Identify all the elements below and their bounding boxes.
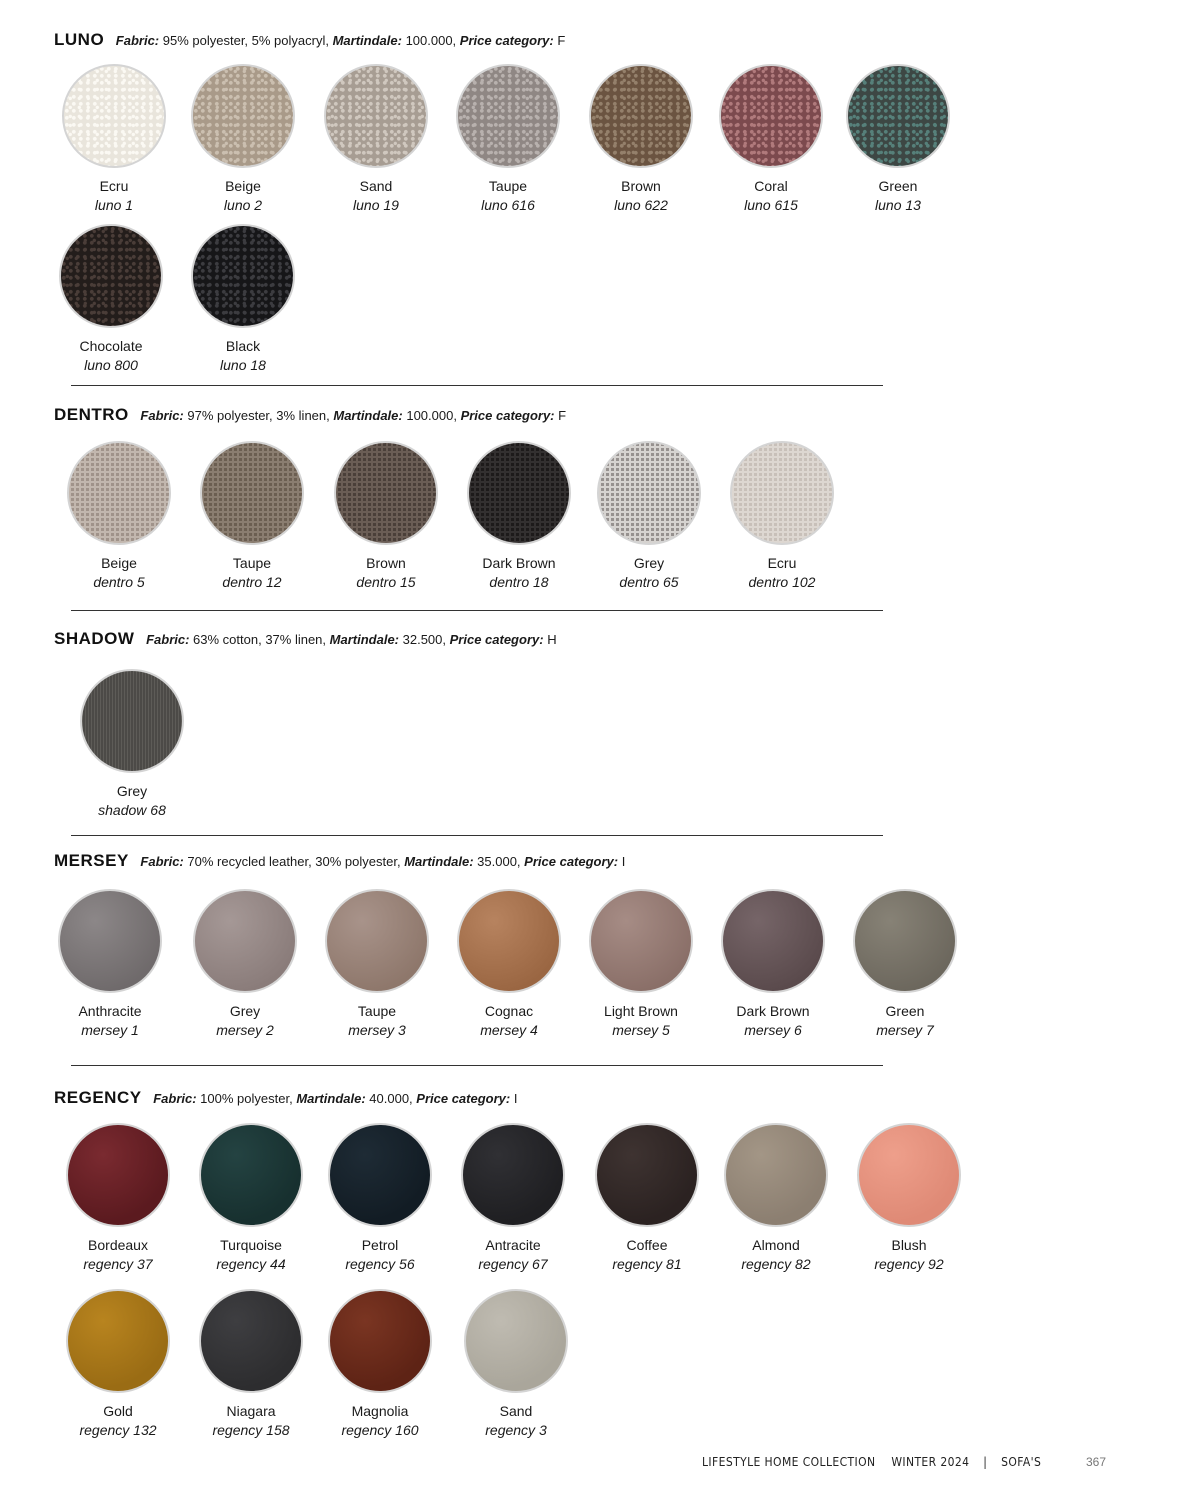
swatch-dentro-beige [52,441,186,592]
fabric-swatch-circle [719,64,823,168]
swatch-regency-magnolia [313,1289,447,1440]
swatch-name: Sand [359,178,393,194]
swatch-mersey-taupe [310,889,444,1040]
swatch-regency-turquoise [184,1123,318,1274]
swatch-code: regency 81 [612,1256,682,1272]
fabric-swatch-circle [191,64,295,168]
swatch-code: regency 3 [485,1422,547,1438]
swatch-name: Black [225,338,261,354]
martindale-value: 35.000, [477,854,521,869]
swatch-code: dentro 18 [489,574,549,590]
martindale-value: 40.000, [369,1091,413,1106]
swatch-code: luno 19 [353,197,399,213]
swatch-code: mersey 2 [216,1022,274,1038]
fabric-swatch-circle [595,1123,699,1227]
price-label: Price category: [459,33,554,48]
fabric-swatch-circle [66,1123,170,1227]
swatch-regency-almond [709,1123,843,1274]
swatch-code: regency 158 [212,1422,290,1438]
fabric-value: 100% polyester, [200,1091,293,1106]
swatch-luno-taupe [441,64,575,215]
swatch-dentro-taupe [185,441,319,592]
swatch-name: Taupe [488,178,528,194]
swatch-code: regency 56 [345,1256,415,1272]
swatch-code: luno 615 [744,197,798,213]
swatch-code: dentro 12 [222,574,282,590]
martindale-value: 100.000, [405,33,457,48]
swatch-name: Coffee [626,1237,668,1253]
fabric-swatch-circle [80,669,184,773]
fabric-swatch-circle [325,889,429,993]
martindale-label: Martindale: [333,408,403,423]
swatch-code: mersey 6 [744,1022,802,1038]
price-label: Price category: [524,854,619,869]
swatch-name: Bordeaux [88,1237,148,1253]
swatch-luno-beige [176,64,310,215]
fabric-swatch-circle [589,64,693,168]
fabric-value: 95% polyester, 5% polyacryl, [162,33,329,48]
swatch-code: regency 44 [216,1256,286,1272]
section-divider [71,385,883,386]
fabric-swatch-circle [461,1123,565,1227]
swatch-code: dentro 15 [356,574,416,590]
fabric-swatch-circle [724,1123,828,1227]
swatch-regency-bordeaux [51,1123,185,1274]
fabric-value: 97% polyester, 3% linen, [187,408,330,423]
page-footer [702,1455,1041,1469]
fabric-swatch-circle [66,1289,170,1393]
fabric-swatch-circle [597,441,701,545]
swatch-mersey-green [838,889,972,1040]
swatch-code: mersey 5 [612,1022,670,1038]
swatch-code: luno 18 [220,357,266,373]
swatch-regency-petrol [313,1123,447,1274]
swatch-luno-green [831,64,965,215]
swatch-code: luno 2 [223,197,263,213]
swatch-luno-coral [704,64,838,215]
swatch-name: Turquoise [220,1237,282,1253]
fabric-swatch-circle [59,224,163,328]
swatch-name: Chocolate [79,338,143,354]
fabric-label: Fabric: [115,33,160,48]
swatch-name: Light Brown [604,1003,678,1019]
swatch-dentro-ecru [715,441,849,592]
swatch-code: luno 616 [481,197,535,213]
swatch-name: Dark Brown [736,1003,810,1019]
swatch-code: regency 67 [478,1256,548,1272]
fabric-swatch-circle [589,889,693,993]
swatch-dentro-grey [582,441,716,592]
section-heading-regency [54,1088,517,1108]
fabric-value: 70% recycled leather, 30% polyester, [187,854,401,869]
fabric-label: Fabric: [153,1091,197,1106]
fabric-swatch-circle [191,224,295,328]
swatch-code: regency 37 [83,1256,153,1272]
swatch-code: luno 13 [875,197,921,213]
fabric-value: 63% cotton, 37% linen, [193,632,327,647]
swatch-name: Cognac [484,1003,534,1019]
swatch-shadow-grey [65,669,199,820]
footer-season: WINTER 2024 [891,1455,970,1469]
swatch-mersey-cognac [442,889,576,1040]
swatch-name: Blush [891,1237,927,1253]
swatch-name: Ecru [99,178,129,194]
swatch-code: luno 800 [84,357,138,373]
swatch-name: Antracite [485,1237,541,1253]
swatch-code: dentro 5 [93,574,145,590]
fabric-swatch-circle [846,64,950,168]
fabric-swatch-circle [721,889,825,993]
section-title: MERSEY [54,851,129,870]
footer-separator: | [983,1455,988,1469]
swatch-name: Grey [116,783,148,799]
swatch-code: regency 82 [741,1256,811,1272]
fabric-swatch-circle [730,441,834,545]
fabric-label: Fabric: [140,408,184,423]
swatch-code: mersey 3 [348,1022,406,1038]
swatch-name: Sand [499,1403,533,1419]
section-divider [71,610,883,611]
swatch-dentro-brown [319,441,453,592]
fabric-swatch-circle [334,441,438,545]
swatch-code: luno 622 [614,197,668,213]
fabric-swatch-circle [328,1123,432,1227]
swatch-name: Ecru [767,555,797,571]
page-number: 367 [1086,1455,1107,1469]
martindale-label: Martindale: [329,632,399,647]
swatch-code: dentro 102 [748,574,816,590]
fabric-swatch-circle [193,889,297,993]
swatch-regency-antracite [446,1123,580,1274]
fabric-swatch-circle [67,441,171,545]
swatch-regency-niagara [184,1289,318,1440]
price-value: H [547,632,557,647]
section-title: REGENCY [54,1088,142,1107]
swatch-name: Coral [754,178,788,194]
fabric-swatch-circle [328,1289,432,1393]
swatch-luno-brown [574,64,708,215]
section-heading-shadow [54,629,557,649]
section-heading-luno [54,30,565,50]
price-value: I [621,854,626,869]
swatch-code: regency 160 [341,1422,419,1438]
fabric-swatch-circle [464,1289,568,1393]
price-label: Price category: [449,632,544,647]
martindale-label: Martindale: [296,1091,366,1106]
footer-collection: LIFESTYLE HOME COLLECTION [702,1455,876,1469]
fabric-swatch-circle [467,441,571,545]
fabric-label: Fabric: [146,632,190,647]
swatch-regency-blush [842,1123,976,1274]
swatch-name: Brown [621,178,661,194]
section-title: DENTRO [54,405,129,424]
swatch-name: Petrol [361,1237,399,1253]
swatch-code: mersey 7 [876,1022,934,1038]
swatch-code: dentro 65 [619,574,679,590]
swatch-mersey-anthracite [43,889,177,1040]
price-value: I [513,1091,518,1106]
fabric-swatch-circle [457,889,561,993]
swatch-name: Beige [225,178,261,194]
price-value: F [558,408,567,423]
price-value: F [557,33,566,48]
swatch-name: Grey [229,1003,261,1019]
swatch-name: Taupe [357,1003,397,1019]
swatch-name: Beige [101,555,137,571]
footer-category: SOFA'S [1001,1455,1042,1469]
section-heading-dentro [54,405,566,425]
swatch-name: Green [878,178,918,194]
swatch-code: regency 92 [874,1256,944,1272]
martindale-value: 100.000, [406,408,457,423]
swatch-name: Taupe [232,555,272,571]
swatch-luno-chocolate [44,224,178,375]
swatch-mersey-light-brown [574,889,708,1040]
swatch-mersey-grey [178,889,312,1040]
price-label: Price category: [416,1091,511,1106]
swatch-name: Green [885,1003,925,1019]
martindale-label: Martindale: [332,33,402,48]
swatch-luno-sand [309,64,443,215]
swatch-name: Anthracite [78,1003,142,1019]
swatch-name: Magnolia [351,1403,409,1419]
fabric-swatch-circle [199,1289,303,1393]
swatch-name: Brown [366,555,406,571]
section-title: SHADOW [54,629,135,648]
fabric-swatch-circle [199,1123,303,1227]
swatch-name: Almond [752,1237,800,1253]
swatch-code: mersey 4 [480,1022,538,1038]
swatch-regency-coffee [580,1123,714,1274]
swatch-code: luno 1 [94,197,134,213]
fabric-swatch-circle [857,1123,961,1227]
swatch-name: Niagara [226,1403,276,1419]
fabric-swatch-circle [456,64,560,168]
section-divider [71,1065,883,1066]
swatch-luno-black [176,224,310,375]
swatch-code: shadow 68 [98,802,166,818]
section-divider [71,835,883,836]
section-heading-mersey [54,851,625,871]
section-title: LUNO [54,30,105,49]
swatch-code: regency 132 [79,1422,157,1438]
swatch-regency-sand [449,1289,583,1440]
martindale-value: 32.500, [402,632,446,647]
fabric-swatch-circle [853,889,957,993]
swatch-code: mersey 1 [81,1022,139,1038]
swatch-mersey-dark-brown [706,889,840,1040]
fabric-swatch-circle [58,889,162,993]
fabric-swatch-circle [62,64,166,168]
fabric-swatch-circle [324,64,428,168]
price-label: Price category: [460,408,555,423]
swatch-luno-ecru [47,64,181,215]
swatch-regency-gold [51,1289,185,1440]
martindale-label: Martindale: [404,854,474,869]
swatch-dentro-dark-brown [452,441,586,592]
fabric-label: Fabric: [140,854,184,869]
swatch-name: Gold [103,1403,133,1419]
swatch-name: Grey [633,555,665,571]
swatch-name: Dark Brown [482,555,556,571]
fabric-swatch-circle [200,441,304,545]
